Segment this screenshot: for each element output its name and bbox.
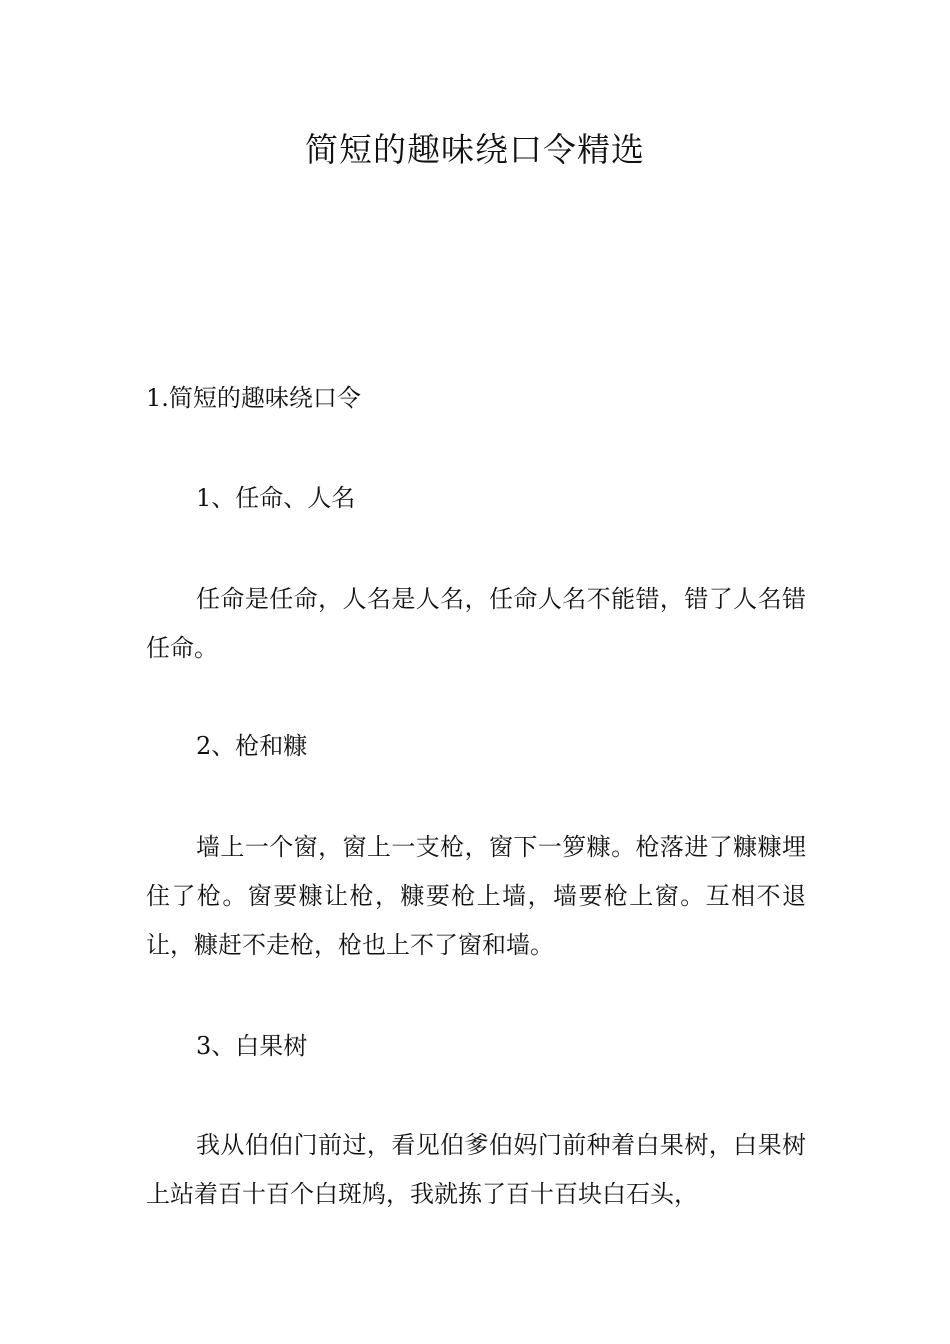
item-paragraph-3: 我从伯伯门前过，看见伯爹伯妈门前种着白果树，白果树上站着百十百个白斑鸠，我就拣了百十百块白石头， [146,1131,806,1208]
item-heading-1: 1、任命、人名 [196,484,356,512]
item-heading-3: 3、白果树 [196,1032,308,1060]
item-paragraph-1: 任命是任命，人名是人名，任命人名不能错，错了人名错任命。 [146,585,806,662]
section-heading: 1.简短的趣味绕口令 [146,384,361,412]
item-heading-2: 2、枪和糠 [196,732,308,760]
document-title: 简短的趣味绕口令精选 [305,130,645,169]
item-paragraph-2: 墙上一个窗，窗上一支枪，窗下一箩糠。枪落进了糠糠埋住了枪。窗要糠让枪，糠要枪上墙，墙要枪上窗。互相不退让，糠赶不走枪，枪也上不了窗和墙。 [146,833,806,959]
